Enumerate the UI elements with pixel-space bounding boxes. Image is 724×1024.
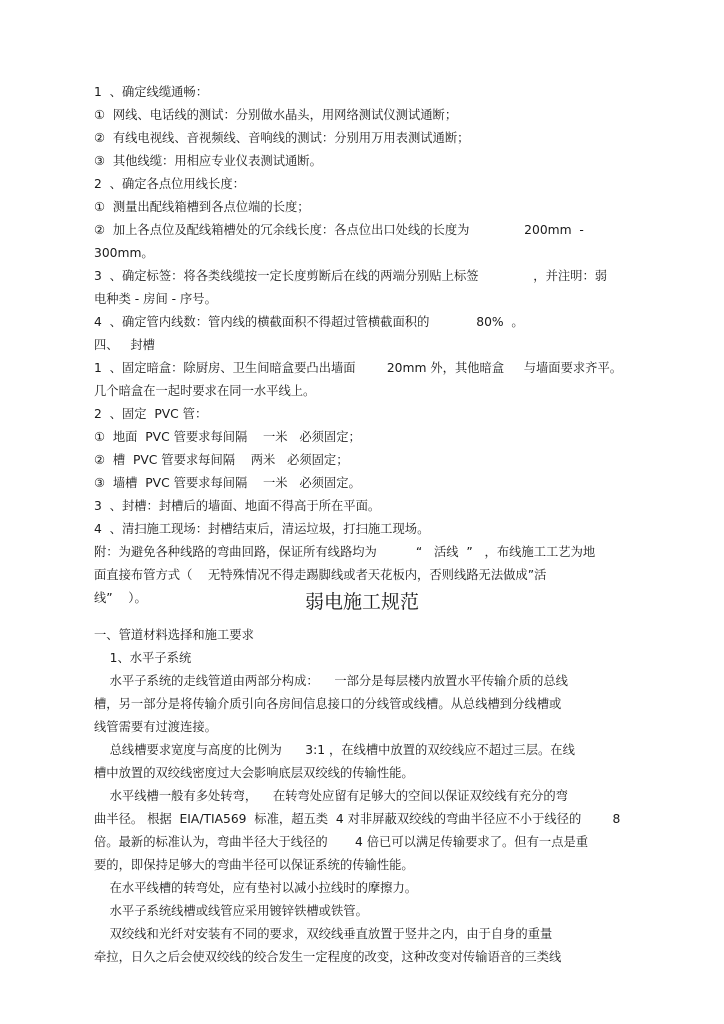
text-line: ③ 其他线缆：用相应专业仪表测试通断。 xyxy=(94,154,322,168)
text-line: 3 、确定标签：将各类线缆按一定长度剪断后在线的两端分别贴上标签 ，并注明：弱 xyxy=(94,269,608,283)
section-title: 四、 封槽 xyxy=(94,338,155,352)
text-line: 2 、固定 PVC 管： xyxy=(94,407,208,421)
text-line: 2 、确定各点位用线长度： xyxy=(94,177,245,191)
text-line: ① 地面 PVC 管要求每间隔 一米 必须固定； xyxy=(94,430,361,444)
text-line: 双绞线和光纤对安装有不同的要求，双绞线垂直放置于竖井之内，由于自身的重量 xyxy=(94,927,553,941)
text-line: ① 网线、电话线的测试：分别做水晶头，用网络测试仪测试通断； xyxy=(94,108,458,122)
text-line: ② 加上各点位及配线箱槽处的冗余线长度：各点位出口处线的长度为 200mm - xyxy=(94,223,584,237)
text-line: 1 、固定暗盒：除厨房、卫生间暗盒要凸出墙面 20mm 外，其他暗盒 与墙面要求齐平。 xyxy=(94,361,623,375)
document-heading: 弱电施工规范 xyxy=(304,591,419,613)
text-line: 面直接布管方式（ 无特殊情况不得走踢脚线或者天花板内，否则线路无法做成”活 xyxy=(94,568,547,582)
text-line: 附：为避免各种线路的弯曲回路，保证所有线路均为 “ 活线 ” ，布线施工工艺为地 xyxy=(94,545,596,559)
text-line: ① 测量出配线箱槽到各点位端的长度； xyxy=(94,200,310,214)
text-line: 牵拉，日久之后会使双绞线的绞合发生一定程度的改变，这种改变对传输语音的三类线 xyxy=(94,950,562,964)
text-line: 水平子系统的走线管道由两部分构成： 一部分是每层楼内放置水平传输介质的总线 xyxy=(94,674,568,688)
text-line: 300mm。 xyxy=(94,246,154,260)
text-line: 水平线槽一般有多处转弯， 在转弯处应留有足够大的空间以保证双绞线有充分的弯 xyxy=(94,789,568,803)
text-line: 槽中放置的双绞线密度过大会影响底层双绞线的传输性能。 xyxy=(94,766,414,780)
text-line: 4 、确定管内线数：管内线的横截面积不得超过管横截面积的 80% 。 xyxy=(94,315,524,329)
text-line: 几个暗盒在一起时要求在同一水平线上。 xyxy=(94,384,316,398)
text-line: 4 、清扫施工现场：封槽结束后，清运垃圾，打扫施工现场。 xyxy=(94,522,430,536)
text-line: 倍。最新的标准认为，弯曲半径大于线径的 4 倍已可以满足传输要求了。但有一点是重 xyxy=(94,835,589,849)
text-line: ② 有线电视线、音视频线、音响线的测试：分别用万用表测试通断； xyxy=(94,131,470,145)
text-line: 要的，即保持足够大的弯曲半径可以保证系统的传输性能。 xyxy=(94,858,414,872)
text-line: 水平子系统线槽或线管应采用镀锌铁槽或铁管。 xyxy=(94,904,368,918)
text-line: 槽，另一部分是将传输介质引向各房间信息接口的分线管或线槽。从总线槽到分线槽或 xyxy=(94,697,562,711)
text-line: 总线槽要求宽度与高度的比例为 3:1 ，在线槽中放置的双绞线应不超过三层。在线 xyxy=(94,743,575,757)
text-line: 1 、确定线缆通畅： xyxy=(94,85,209,99)
text-line: 线” ）。 xyxy=(94,591,147,605)
subsection-title: 1、水平子系统 xyxy=(94,651,192,665)
text-line: 线管需要有过渡连接。 xyxy=(94,720,217,734)
text-line: 电种类 - 房间 - 序号。 xyxy=(94,292,217,306)
text-line: 在水平线槽的转弯处，应有垫衬以减小拉线时的摩擦力。 xyxy=(94,881,418,895)
section-title: 一、管道材料选择和施工要求 xyxy=(94,628,254,642)
text-line: 曲半径。 根据 EIA/TIA569 标准，超五类 4 对非屏蔽双绞线的弯曲半径应不小于线径的 8 xyxy=(94,812,621,826)
text-line: ② 槽 PVC 管要求每间隔 两米 必须固定； xyxy=(94,453,349,467)
text-line: 3 、封槽：封槽后的墙面、地面不得高于所在平面。 xyxy=(94,499,381,513)
text-line: ③ 墙槽 PVC 管要求每间隔 一米 必须固定。 xyxy=(94,476,361,490)
